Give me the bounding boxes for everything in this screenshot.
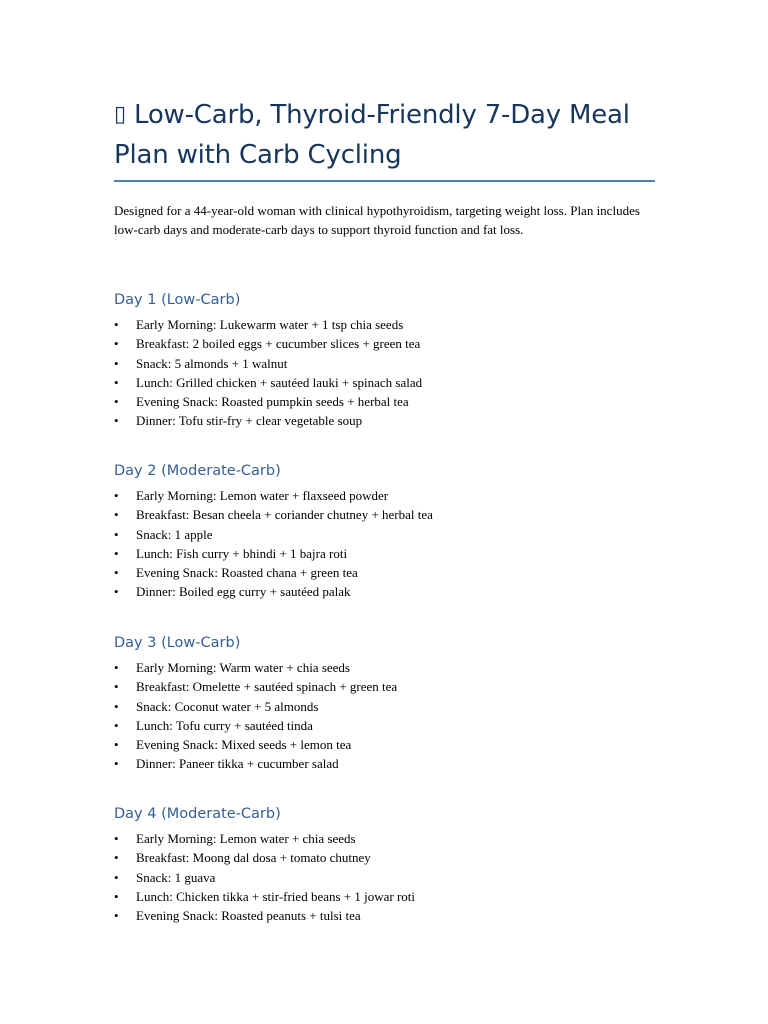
meal-item (114, 392, 674, 411)
day-3-section (114, 633, 674, 774)
meal-list (114, 829, 674, 925)
meal-text: Dinner: Paneer tikka + cucumber salad (136, 756, 339, 772)
meal-text: Breakfast: Besan cheela + coriander chutney + herbal tea (136, 507, 433, 523)
intro-paragraph: Designed for a 44-year-old woman with clinical hypothyroidism, targeting weight loss. Plan includes low-carb days and moderate-carb days to support thyroid function and fat loss. (114, 203, 640, 237)
meal-text: Early Morning: Lemon water + chia seeds (136, 831, 356, 846)
meal-item (114, 563, 674, 582)
meal-item (114, 697, 674, 716)
meal-item (114, 582, 674, 601)
meal-item (114, 906, 674, 925)
day-heading: Day 3 (Low-Carb) (114, 635, 241, 651)
meal-text: Breakfast: Omelette + sautéed spinach + green tea (136, 679, 398, 695)
day-heading: Day 1 (Low-Carb) (114, 292, 241, 308)
meal-item (114, 677, 674, 696)
meal-item (114, 411, 674, 430)
day-4-section (114, 804, 674, 925)
meal-item (114, 334, 674, 353)
meal-text: Snack: Coconut water + 5 almonds (136, 698, 319, 714)
bullet-icon: • (114, 413, 119, 429)
bullet-icon: • (114, 831, 119, 846)
bullet-icon: • (114, 507, 119, 523)
meal-text: Lunch: Tofu curry + sautéed tinda (136, 717, 313, 733)
meal-item (114, 505, 674, 524)
meal-text: Snack: 1 guava (136, 869, 216, 885)
meal-text: Evening Snack: Roasted peanuts + tulsi tea (136, 908, 361, 924)
meal-item (114, 373, 674, 392)
meal-list (114, 315, 674, 431)
day-1-section (114, 290, 674, 431)
meal-item (114, 887, 674, 906)
bullet-icon: • (114, 488, 119, 503)
meal-text: Early Morning: Lemon water + flaxseed powder (136, 488, 389, 503)
meal-list (114, 658, 674, 774)
meal-item (114, 829, 674, 848)
document-title (114, 95, 674, 175)
meal-text: Early Morning: Warm water + chia seeds (136, 660, 350, 675)
document-title-text: Low-Carb, Thyroid-Friendly 7-Day Meal Plan with Carb Cycling (114, 100, 630, 170)
meal-item (114, 544, 674, 563)
meal-text: Snack: 5 almonds + 1 walnut (136, 355, 288, 371)
meal-text: Dinner: Tofu stir-fry + clear vegetable soup (136, 413, 363, 429)
day-heading: Day 4 (Moderate-Carb) (114, 806, 281, 822)
meal-text: Early Morning: Lukewarm water + 1 tsp chia seeds (136, 317, 404, 332)
meal-text: Dinner: Boiled egg curry + sautéed palak (136, 584, 351, 600)
day-heading: Day 2 (Moderate-Carb) (114, 463, 281, 479)
meal-text: Lunch: Fish curry + bhindi + 1 bajra roti (136, 545, 348, 561)
meal-text: Lunch: Grilled chicken + sautéed lauki + spinach salad (136, 374, 423, 390)
bullet-icon: • (114, 317, 119, 332)
meal-list (114, 486, 674, 602)
bullet-icon: • (114, 336, 119, 352)
meal-item (114, 315, 674, 334)
bullet-icon: • (114, 869, 119, 885)
meal-text: Breakfast: 2 boiled eggs + cucumber slices + green tea (136, 336, 421, 352)
bullet-icon: • (114, 565, 119, 581)
meal-text: Evening Snack: Roasted chana + green tea (136, 565, 358, 581)
meal-text: Snack: 1 apple (136, 526, 213, 542)
title-underline (114, 180, 655, 182)
bullet-icon: • (114, 737, 119, 753)
missing-glyph-icon: ▯ (114, 102, 126, 127)
bullet-icon: • (114, 717, 119, 733)
meal-item (114, 848, 674, 867)
meal-item (114, 658, 674, 677)
bullet-icon: • (114, 698, 119, 714)
meal-item (114, 486, 674, 505)
bullet-icon: • (114, 908, 119, 924)
bullet-icon: • (114, 850, 119, 866)
bullet-icon: • (114, 660, 119, 675)
meal-item (114, 354, 674, 373)
bullet-icon: • (114, 374, 119, 390)
meal-item (114, 754, 674, 773)
day-2-section (114, 461, 674, 602)
bullet-icon: • (114, 355, 119, 371)
meal-text: Lunch: Chicken tikka + stir-fried beans + 1 jowar roti (136, 888, 416, 904)
bullet-icon: • (114, 756, 119, 772)
bullet-icon: • (114, 584, 119, 600)
bullet-icon: • (114, 526, 119, 542)
bullet-icon: • (114, 545, 119, 561)
meal-item (114, 525, 674, 544)
meal-item (114, 868, 674, 887)
bullet-icon: • (114, 679, 119, 695)
meal-item (114, 716, 674, 735)
meal-text: Breakfast: Moong dal dosa + tomato chutney (136, 850, 371, 866)
bullet-icon: • (114, 394, 119, 410)
bullet-icon: • (114, 888, 119, 904)
meal-item (114, 735, 674, 754)
meal-text: Evening Snack: Roasted pumpkin seeds + herbal tea (136, 394, 409, 410)
meal-text: Evening Snack: Mixed seeds + lemon tea (136, 737, 352, 753)
